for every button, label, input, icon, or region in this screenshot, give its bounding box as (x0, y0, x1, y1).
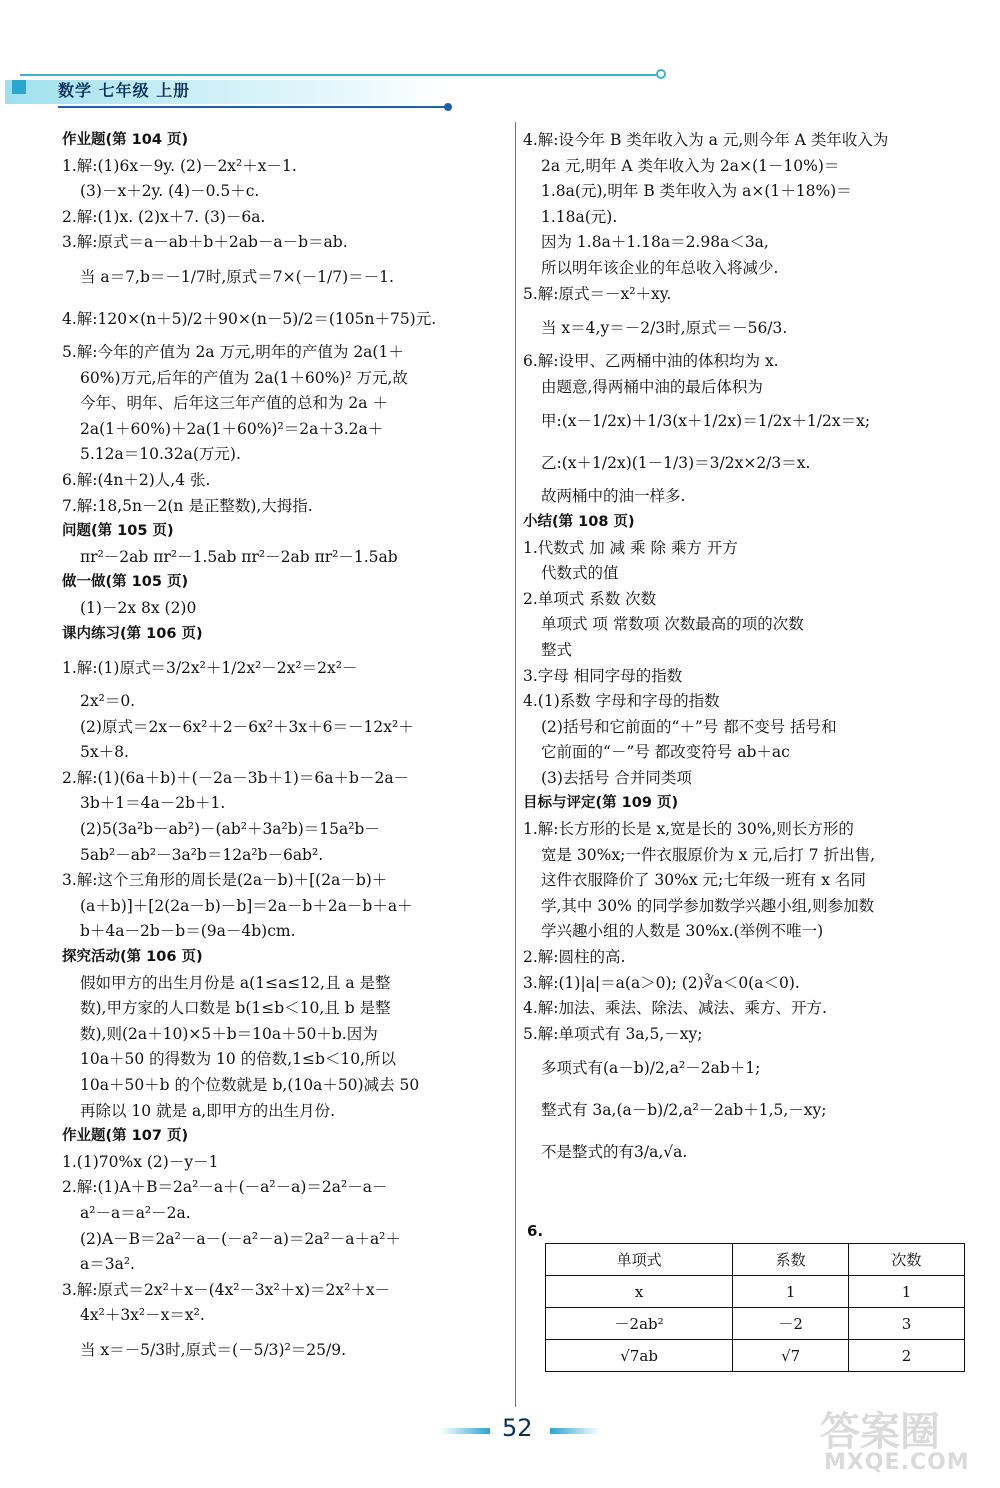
answer-line: b＋4a－2b－b＝(9a－4b)cm. (80, 922, 296, 941)
answer-line: 当 x＝4,y＝－2/3时,原式＝－56/3. (541, 319, 788, 338)
answer-line: 单项式 项 常数项 次数最高的项的次数 (541, 615, 804, 634)
answer-line: 2.解:圆柱的高. (523, 948, 626, 967)
table-question-number: 6. (527, 1222, 544, 1240)
answer-line: 2x²＝0. (80, 692, 136, 711)
table-cell: －2 (733, 1308, 849, 1340)
answer-line: 4.解:加法、乘法、除法、减法、乘方、开方. (523, 999, 827, 1018)
answer-line: 2.解:(1)A＋B＝2a²－a＋(－a²－a)＝2a²－a－ (62, 1178, 388, 1197)
answer-line: 2.单项式 系数 次数 (523, 589, 657, 608)
header-dot-icon (444, 103, 452, 111)
table-header-cell: 次数 (849, 1244, 965, 1276)
answer-line: 1.8a(元),明年 B 类年收入为 a×(1＋18%)＝ (541, 182, 852, 201)
page-header (0, 70, 680, 110)
answer-line: 6.解:(4n＋2)人,4 张. (62, 470, 211, 489)
answer-line: (2)A－B＝2a²－a－(－a²－a)＝2a²－a＋a²＋ (80, 1229, 401, 1248)
watermark-logo (820, 1400, 970, 1480)
answer-line: 由题意,得两桶中油的最后体积为 (541, 377, 763, 396)
answer-line: 3b＋1＝4a－2b＋1. (80, 794, 226, 813)
table-cell: －2ab² (546, 1308, 733, 1340)
answer-line: 再除以 10 就是 a,即甲方的出生月份. (80, 1101, 336, 1120)
answer-line: 5x＋8. (80, 743, 129, 762)
answer-line: (2)5(3a²b－ab²)－(ab²＋3a²b)＝15a²b－ (80, 820, 380, 839)
answer-line: a＝3a². (80, 1255, 135, 1274)
answer-line: 4.解:设今年 B 类年收入为 a 元,则今年 A 类年收入为 (523, 131, 889, 149)
header-underline (58, 106, 446, 108)
answer-line: 1.(1)70%x (2)－y－1 (62, 1152, 219, 1171)
answer-line: 3.解:原式＝a－ab＋b＋2ab－a－b＝ab. (62, 233, 348, 252)
answer-line: 5.解:单项式有 3a,5,－xy; (523, 1024, 703, 1043)
section-heading: 课内练习(第 106 页) (62, 625, 203, 642)
table-cell: 2 (849, 1340, 965, 1372)
answer-line: (1)－2x 8x (2)0 (80, 598, 197, 617)
answer-line: 7.解:18,5n－2(n 是正整数),大拇指. (62, 496, 313, 515)
table-header-cell: 系数 (733, 1244, 849, 1276)
answer-line: 所以明年该企业的年总收入将减少. (541, 258, 779, 277)
answer-line: 5.解:今年的产值为 2a 万元,明年的产值为 2a(1＋ (62, 342, 404, 361)
answer-line: 数),甲方家的人口数是 b(1≤b＜10,且 b 是整 (80, 999, 391, 1018)
answer-line: 代数式的值 (541, 564, 619, 583)
header-top-line (20, 74, 660, 76)
answer-line: 它前面的“－”号 都改变符号 ab＋ac (541, 743, 790, 762)
header-circle-icon (656, 69, 666, 79)
answer-line: 2.解:(1)x. (2)x＋7. (3)－6a. (62, 207, 266, 226)
table-row (546, 1276, 965, 1308)
section-heading: 作业题(第 107 页) (62, 1128, 189, 1145)
answer-line: a²－a＝a²－2a. (80, 1203, 191, 1222)
answer-line: 整式 (541, 640, 573, 659)
page-number: 52 (502, 1414, 533, 1442)
answer-line: 整式有 3a,(a－b)/2,a²－2ab＋1,5,－xy; (541, 1101, 827, 1120)
answer-line: (2)原式＝2x－6x²＋2－6x²＋3x＋6＝－12x²＋ (80, 717, 414, 736)
answer-line: 故两桶中的油一样多. (541, 487, 686, 506)
answer-line: 60%)万元,后年的产值为 2a(1＋60%)² 万元,故 (80, 368, 408, 387)
answer-line: (2)括号和它前面的“＋”号 都不变号 括号和 (541, 717, 837, 736)
right-column (523, 128, 968, 1173)
book-title: 数学 七年级 上册 (58, 81, 191, 100)
table-cell: x (546, 1276, 733, 1308)
answer-line: 3.解:(1)|a|＝a(a＞0); (2)∛a＜0(a＜0). (523, 973, 800, 992)
answer-line: 10a＋50 的得数为 10 的倍数,1≤b＜10,所以 (80, 1050, 397, 1069)
section-heading: 作业题(第 104 页) (62, 132, 189, 148)
answer-line: 10a＋50＋b 的个位数就是 b,(10a＋50)减去 50 (80, 1076, 420, 1094)
table-row (546, 1340, 965, 1372)
left-column (62, 128, 502, 1371)
column-divider (515, 122, 516, 1407)
section-heading: 小结(第 108 页) (523, 513, 635, 530)
answer-line: 6.解:设甲、乙两桶中油的体积均为 x. (523, 352, 779, 371)
answer-line: 4.解:120×(n＋5)/2＋90×(n－5)/2＝(105n＋75)元. (62, 309, 437, 328)
answer-line: 这件衣服降价了 30%x 元;七年级一班有 x 名同 (541, 871, 866, 890)
watermark-text: 答案圈 (820, 1409, 940, 1455)
monomial-table (545, 1243, 965, 1372)
footer-right-bar (550, 1428, 600, 1434)
answer-line: (a＋b)]＋[2(2a－b)－b]＝2a－b＋2a－b＋a＋ (80, 896, 413, 915)
section-heading: 做一做(第 105 页) (62, 574, 189, 591)
answer-line: 1.解:(1)6x－9y. (2)－2x²＋x－1. (62, 156, 297, 175)
answer-line: πr²－2ab πr²－1.5ab πr²－2ab πr²－1.5ab (80, 547, 398, 566)
answer-line: 2.解:(1)(6a＋b)＋(－2a－3b＋1)＝6a＋b－2a－ (62, 768, 410, 787)
answer-line: 5.解:原式＝－x²＋xy. (523, 284, 672, 303)
header-square-icon (12, 80, 26, 94)
answer-line: 数),则(2a＋10)×5＋b＝10a＋50＋b.因为 (80, 1024, 378, 1043)
answer-line: (3)－x＋2y. (4)－0.5＋c. (80, 182, 260, 201)
table-cell: √7 (733, 1340, 849, 1372)
answer-line: 3.字母 相同字母的指数 (523, 666, 683, 685)
answer-line: 假如甲方的出生月份是 a(1≤a≤12,且 a 是整 (80, 973, 391, 992)
answer-line: 4x²＋3x²－x＝x². (80, 1306, 205, 1325)
table-cell: 3 (849, 1308, 965, 1340)
answer-line: 1.解:(1)原式＝3/2x²＋1/2x²－2x²＝2x²－ (62, 659, 358, 678)
answer-line: 学,其中 30% 的同学参加数学兴趣小组,则参加数 (541, 896, 875, 915)
answer-line: 多项式有(a－b)/2,a²－2ab＋1; (541, 1059, 761, 1078)
watermark-url: MXQE.COM (824, 1450, 970, 1475)
answer-line: 5ab²－ab²－3a²b＝12a²b－6ab². (80, 845, 324, 864)
table-row (546, 1308, 965, 1340)
answer-line: 1.18a(元). (541, 207, 618, 226)
answer-line: 3.解:原式＝2x²＋x－(4x²－3x²＋x)＝2x²＋x－ (62, 1280, 391, 1299)
answer-line: 学兴趣小组的人数是 30%x.(举例不唯一) (541, 922, 824, 941)
answer-line: (3)去括号 合并同类项 (541, 768, 692, 787)
answer-line: 3.解:这个三角形的周长是(2a－b)＋[(2a－b)＋ (62, 871, 388, 890)
answer-line: 乙:(x＋1/2x)(1－1/3)＝3/2x×2/3＝x. (541, 454, 811, 473)
answer-line: 不是整式的有3/a,√a. (541, 1143, 688, 1162)
section-heading: 问题(第 105 页) (62, 523, 174, 540)
table-header-cell: 单项式 (546, 1244, 733, 1276)
answer-line: 4.(1)系数 字母和字母的指数 (523, 692, 720, 711)
answer-line: 宽是 30%x;一件衣服原价为 x 元,后打 7 折出售, (541, 845, 876, 864)
answer-line: 当 x＝－5/3时,原式＝(－5/3)²＝25/9. (80, 1340, 347, 1359)
section-heading: 目标与评定(第 109 页) (523, 795, 679, 812)
table-cell: 1 (733, 1276, 849, 1308)
table-cell: 1 (849, 1276, 965, 1308)
footer-left-bar (440, 1428, 490, 1434)
section-heading: 探究活动(第 106 页) (62, 949, 203, 966)
answer-line: 今年、明年、后年这三年产值的总和为 2a ＋ (80, 394, 388, 413)
answer-line: 5.12a＝10.32a(万元). (80, 445, 241, 464)
answer-line: 2a 元,明年 A 类年收入为 2a×(1－10%)＝ (541, 156, 840, 175)
answer-line: 1.解:长方形的长是 x,宽是长的 30%,则长方形的 (523, 820, 854, 839)
table-header-row (546, 1244, 965, 1276)
answer-line: 1.代数式 加 减 乘 除 乘方 开方 (523, 538, 738, 557)
answer-line: 甲:(x－1/2x)＋1/3(x＋1/2x)＝1/2x＋1/2x＝x; (541, 412, 871, 431)
answer-line: 当 a＝7,b＝－1/7时,原式＝7×(－1/7)＝－1. (80, 267, 394, 286)
answer-line: 因为 1.8a＋1.18a＝2.98a＜3a, (541, 233, 769, 252)
page-footer (440, 1410, 600, 1450)
table-cell: √7ab (546, 1340, 733, 1372)
answer-line: 2a(1＋60%)＋2a(1＋60%)²＝2a＋3.2a＋ (80, 419, 384, 438)
